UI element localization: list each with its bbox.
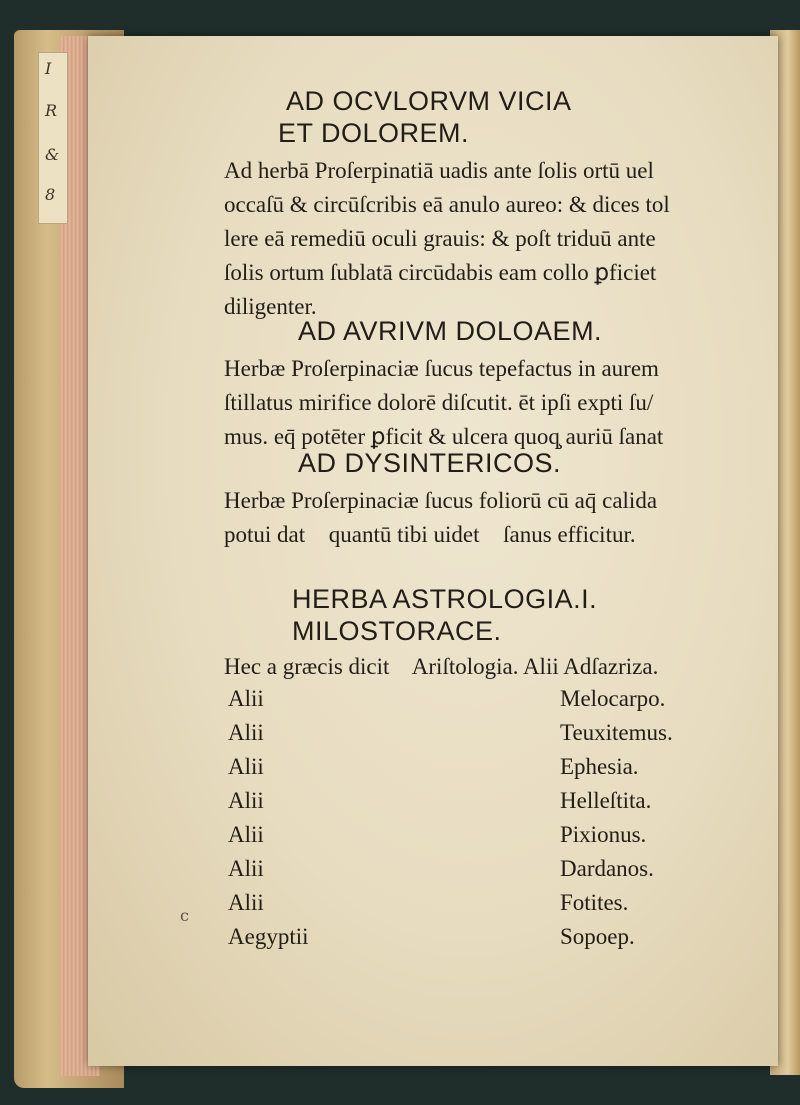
margin-mark: c (180, 906, 189, 925)
body-line: potui datᷣ quantū tibi uidetᷣ ſanus efficitur. (224, 522, 636, 547)
shelf-tag-char: & (45, 145, 60, 164)
body-line: mus. eq̄ potēter ꝑficit & ulcera quoq̧ auriū ſanat (224, 424, 664, 449)
heading-line: AD DYSINTERICOS. (298, 448, 562, 478)
body-line: ſtillatus mirifice dolorē diſcutit. ēt ipſi expti ſu/ (224, 390, 654, 415)
book-page (88, 36, 778, 1066)
synonym-name: Teuxitemus. (560, 720, 673, 745)
synonym-label: Alii (228, 754, 264, 779)
heading-line: AD AVRIVM DOLOAEM. (298, 316, 603, 346)
body-line: Herbæ Proſerpinaciæ ſucus foliorū cū aq̄ calida (224, 488, 658, 513)
heading-line: ET DOLOREM. (278, 118, 470, 148)
synonym-label: Alii (228, 720, 264, 745)
heading-line: AD OCVLORVM VICIA (286, 86, 572, 116)
shelf-tag-char: R (45, 101, 58, 120)
synonym-name: Melocarpo. (560, 686, 666, 711)
synonym-name: Dardanos. (560, 856, 654, 881)
synonym-label: Alii (228, 686, 264, 711)
herba-heading-line: HERBA ASTROLOGIA.I. (292, 584, 598, 614)
body-line: lere eā remediū oculi grauis: & poſt triduū ante (224, 226, 656, 251)
synonym-name: Pixionus. (560, 822, 647, 847)
synonym-name: Ephesia. (560, 754, 639, 779)
shelf-tag-char: 8 (45, 185, 56, 204)
herba-heading-line: MILOSTORACE. (292, 616, 502, 646)
shelf-tag-char: I (45, 59, 52, 78)
body-line: occaſū & circūſcribis eā anulo aureo: & dices tol (224, 192, 670, 217)
synonym-label: Alii (228, 822, 264, 847)
synonym-label: Alii (228, 890, 264, 915)
synonym-label: Aegyptii (228, 924, 309, 949)
shelf-tag (38, 52, 68, 224)
body-line: ſolis ortum ſublatā circūdabis eam collo ꝑficiet (224, 260, 657, 285)
herba-intro: Hec a græcis dicitᷣ Ariſtologia. Alii Adſazriza. (224, 654, 659, 679)
synonym-label: Alii (228, 788, 264, 813)
body-line: Ad herbā Proſerpinatiā uadis ante ſolis ortū uel (224, 158, 654, 183)
synonym-label: Alii (228, 856, 264, 881)
synonym-name: Helleſtita. (560, 788, 652, 813)
synonym-name: Fotites. (560, 890, 629, 915)
body-line: diligenter. (224, 294, 317, 319)
body-line: Herbæ Proſerpinaciæ ſucus tepefactus in aurem (224, 356, 659, 381)
synonym-name: Sopoep. (560, 924, 635, 949)
